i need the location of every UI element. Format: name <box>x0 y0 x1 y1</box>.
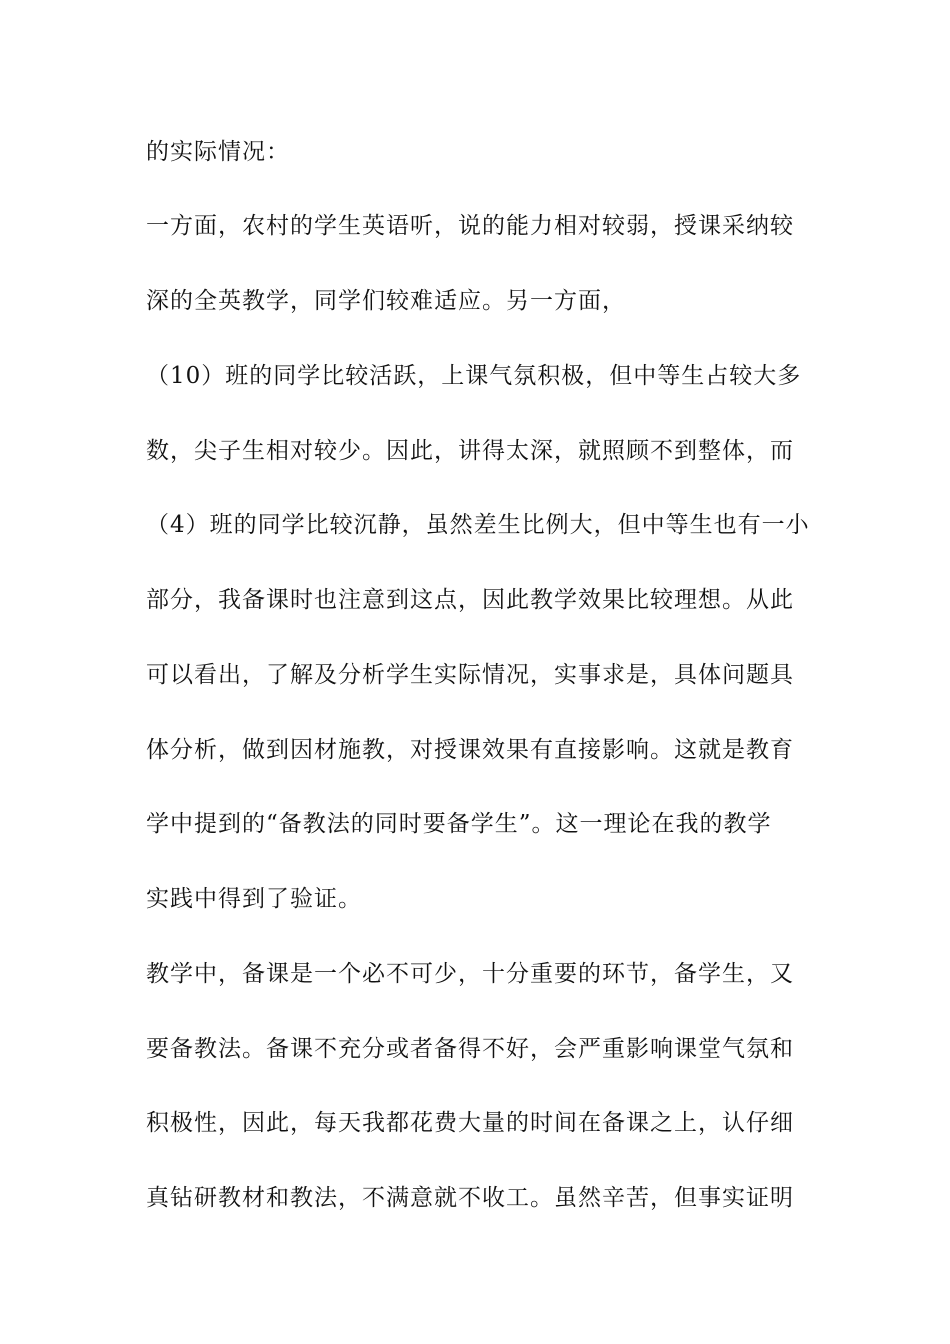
text-line: （10）班的同学比较活跃，上课气氛积极，但中等生占较大多 <box>146 363 802 389</box>
text-line: 部分，我备课时也注意到这点，因此教学效果比较理想。从此 <box>146 587 794 613</box>
text-line: 真钻研教材和教法，不满意就不收工。虽然辛苦，但事实证明 <box>146 1185 794 1211</box>
text-line: 要备教法。备课不充分或者备得不好，会严重影响课堂气氛和 <box>146 1036 794 1062</box>
text-line: 深的全英教学，同学们较难适应。另一方面， <box>146 288 626 314</box>
text-line: 学中提到的“备教法的同时要备学生”。这一理论在我的教学 <box>146 811 772 837</box>
text-line: 一方面，农村的学生英语听，说的能力相对较弱，授课采纳较 <box>146 213 794 239</box>
text-line: 数，尖子生相对较少。因此，讲得太深，就照顾不到整体，而 <box>146 438 794 464</box>
text-line: 积极性，因此，每天我都花费大量的时间在备课之上，认仔细 <box>146 1110 794 1136</box>
text-line: 教学中，备课是一个必不可少，十分重要的环节，备学生，又 <box>146 961 794 987</box>
text-line: 的实际情况： <box>146 139 290 165</box>
text-line: 可以看出，了解及分析学生实际情况，实事求是，具体问题具 <box>146 662 794 688</box>
text-line: （4）班的同学比较沉静，虽然差生比例大，但中等生也有一小 <box>146 512 810 538</box>
text-line: 实践中得到了验证。 <box>146 886 362 912</box>
text-line: 体分析，做到因材施教，对授课效果有直接影响。这就是教育 <box>146 737 794 763</box>
